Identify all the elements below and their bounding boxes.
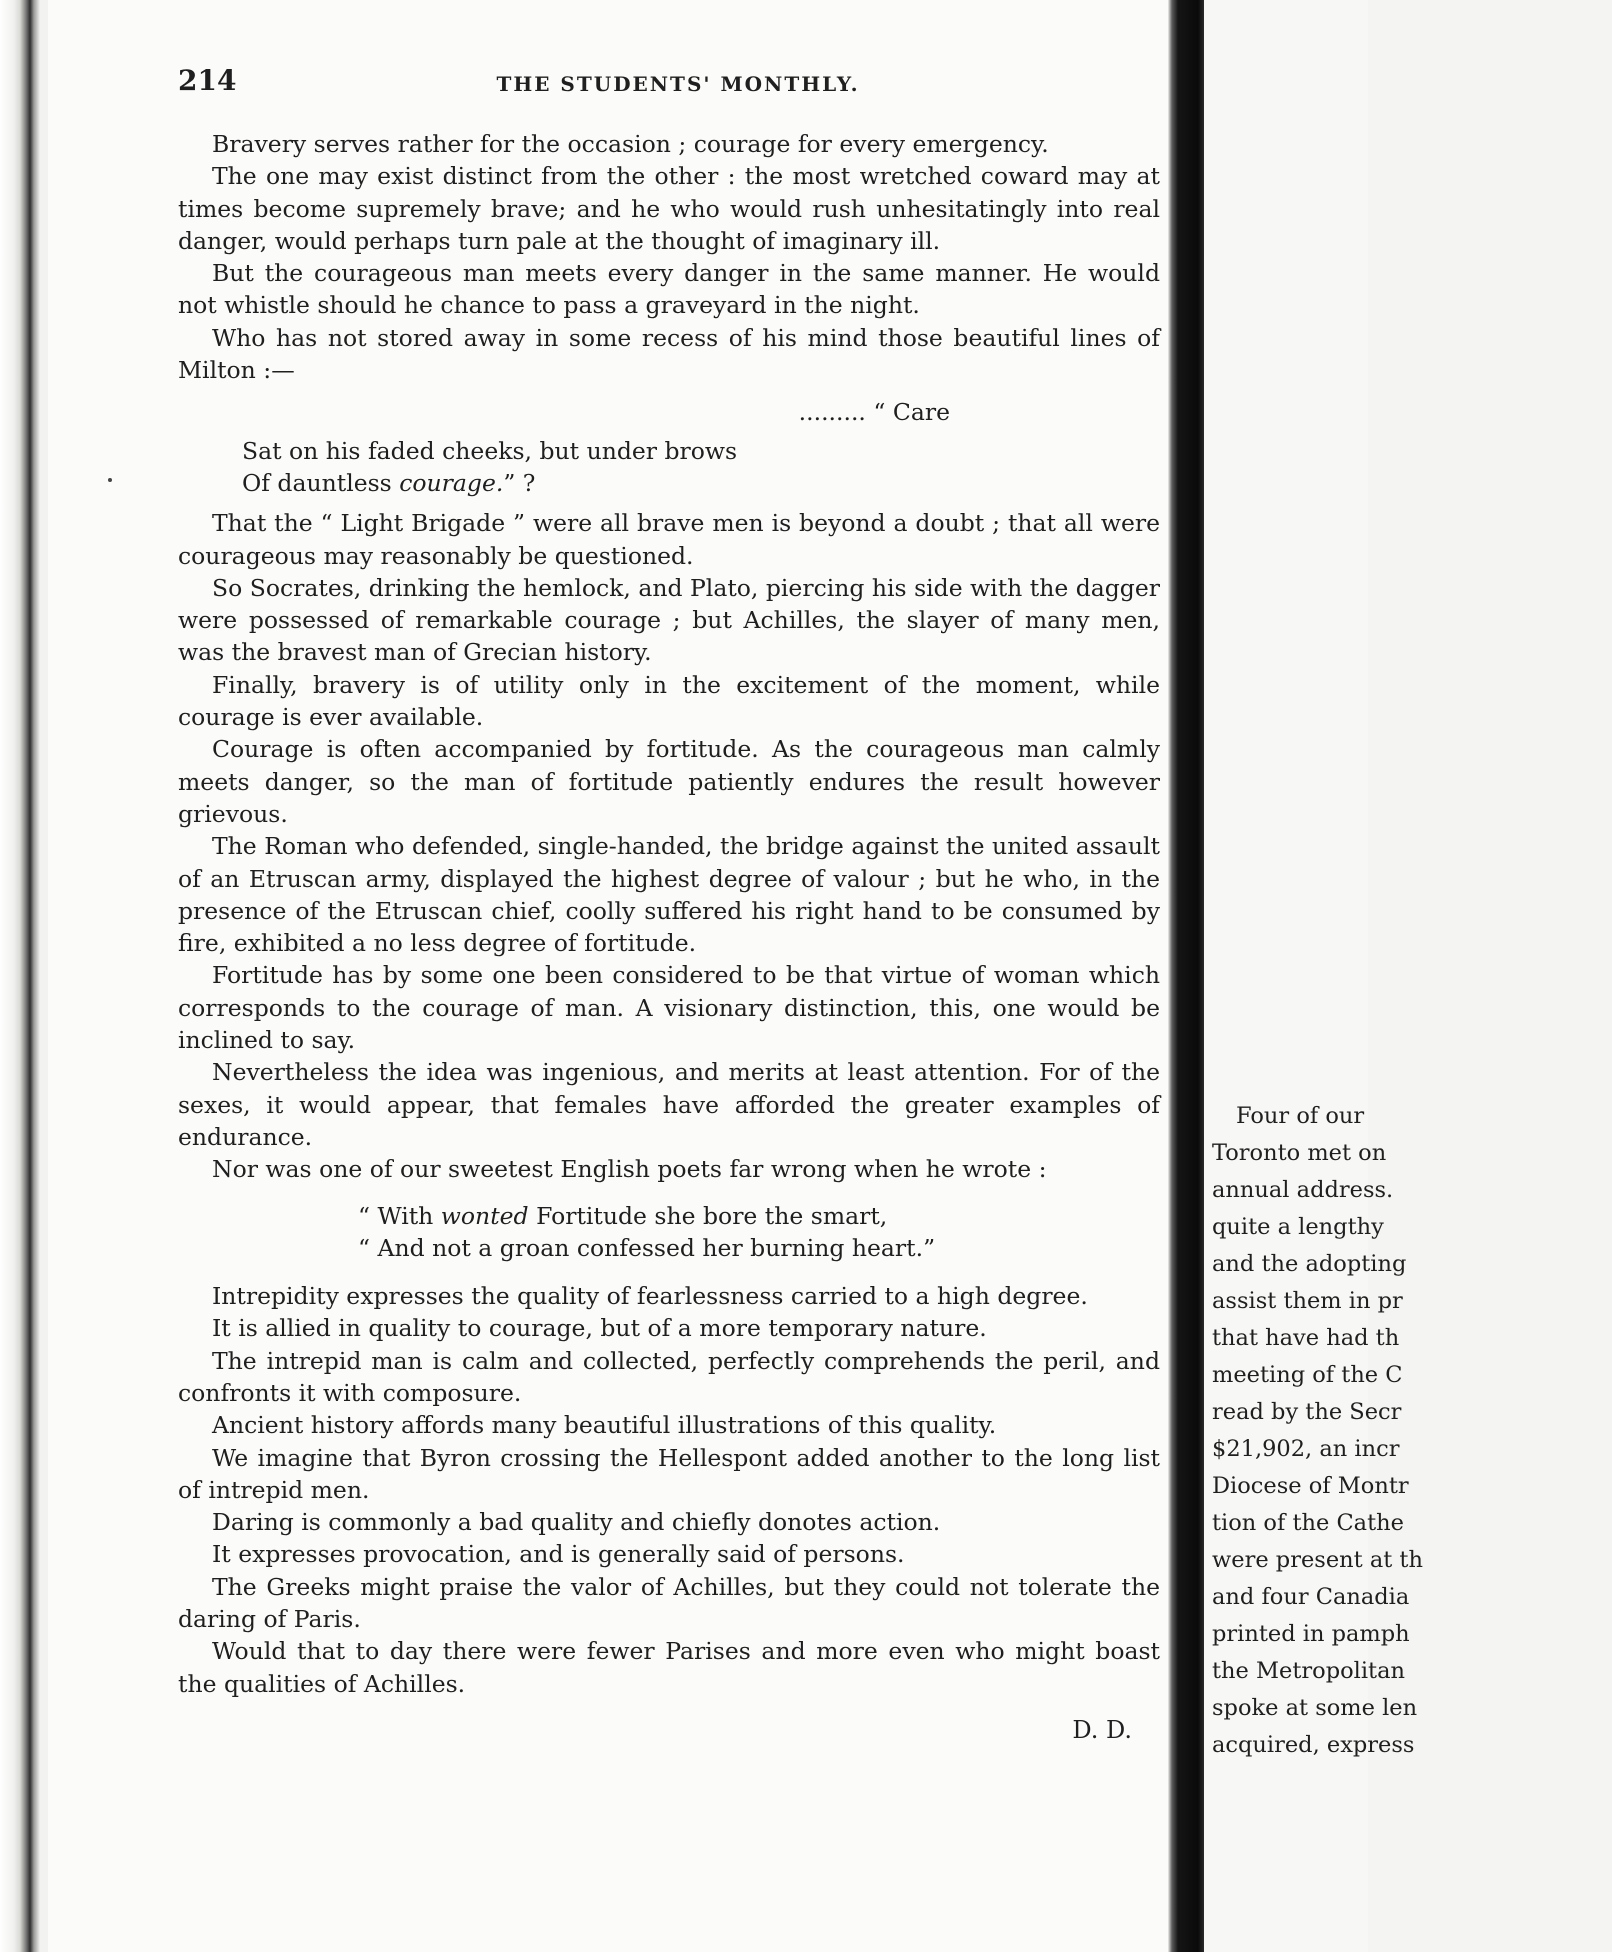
facing-line: spoke at some len (1212, 1695, 1418, 1721)
facing-line: $21,902, an incr (1212, 1436, 1400, 1462)
verse-italic-word: courage. (399, 468, 504, 497)
page-left-edge (0, 0, 48, 1952)
verse-text: “ With (358, 1201, 441, 1230)
running-title: THE STUDENTS' MONTHLY. (496, 72, 860, 96)
verse-line: ......... “ Care (798, 398, 950, 427)
facing-line: annual address. (1212, 1177, 1394, 1203)
paragraph: Courage is often accompanied by fortitude. As the courageous man calmly meets danger, so the man of fortitude patiently endures the result however grievous. (178, 735, 1160, 828)
verse-text: Fortitude she bore the smart, (528, 1201, 888, 1230)
paragraph: The one may exist distinct from the other : the most wretched coward may at times become supremely brave; and he who would rush unhesitatingly into real danger, would perhaps turn pale at the thought of imaginary ill. (178, 162, 1160, 255)
facing-line: Toronto met on (1212, 1140, 1387, 1166)
verse-italic-word: wonted (440, 1201, 529, 1230)
verse-text: Of dauntless (242, 468, 400, 497)
page-header (178, 64, 1150, 100)
facing-line: that have had th (1212, 1325, 1400, 1351)
author-signature: D. D. (1072, 1715, 1132, 1744)
quoted-verse (178, 1200, 1160, 1265)
facing-line: the Metropolitan (1212, 1658, 1405, 1684)
facing-line: and the adopting (1212, 1251, 1407, 1277)
facing-line: meeting of the C (1212, 1362, 1403, 1388)
verse-line: “ And not a groan confessed her burning heart.” (358, 1233, 936, 1262)
page-number: 214 (178, 64, 237, 97)
paragraph: The Roman who defended, single-handed, the bridge against the united assault of an Etruscan army, displayed the highest degree of valour ; but he who, in the presence of the Etruscan chief, coolly suffered his right hand to be consumed by fire, exhibited a no less degree of fortitude. (178, 832, 1160, 958)
facing-line: printed in pamph (1212, 1621, 1410, 1647)
facing-line: were present at th (1212, 1547, 1423, 1573)
paragraph: Daring is commonly a bad quality and chiefly donotes action. (212, 1508, 941, 1537)
paragraph: It is allied in quality to courage, but of a more temporary nature. (212, 1314, 987, 1343)
paragraph: So Socrates, drinking the hemlock, and Plato, piercing his side with the dagger were possessed of remarkable courage ; but Achilles, the slayer of many men, was the bravest man of Grecian history. (178, 573, 1160, 667)
paragraph: Would that to day there were fewer Parises and more even who might boast the qualities of Achilles. (178, 1637, 1160, 1698)
paragraph: Nor was one of our sweetest English poets far wrong when he wrote : (212, 1155, 1047, 1184)
paragraph: But the courageous man meets every danger in the same manner. He would not whistle should he chance to pass a graveyard in the night. (178, 259, 1160, 320)
paragraph: Ancient history affords many beautiful illustrations of this quality. (212, 1411, 997, 1440)
binding-gutter (1168, 0, 1204, 1952)
paragraph: Who has not stored away in some recess of his mind those beautiful lines of Milton :— (178, 323, 1160, 385)
verse-text: ” ? (503, 468, 536, 497)
paragraph: Finally, bravery is of utility only in the excitement of the moment, while courage is ever available. (178, 670, 1160, 732)
facing-line: and four Canadia (1212, 1584, 1410, 1610)
facing-line: Four of our (1236, 1103, 1365, 1129)
verse-line (358, 1200, 1160, 1232)
paragraph: That the “ Light Brigade ” were all brave men is beyond a doubt ; that all were courageous may reasonably be questioned. (178, 509, 1160, 570)
print-speck (108, 478, 112, 482)
verse-line (178, 467, 1160, 499)
paragraph: Fortitude has by some one been considered to be that virtue of woman which corresponds to the courage of man. A visionary distinction, this, one would be inclined to say. (178, 961, 1160, 1055)
paragraph: Bravery serves rather for the occasion ; courage for every emergency. (212, 130, 1049, 158)
paragraph: It expresses provocation, and is generally said of persons. (212, 1540, 905, 1569)
facing-line: acquired, express (1212, 1732, 1415, 1758)
verse-line: Sat on his faded cheeks, but under brows (242, 436, 738, 465)
article-body (178, 128, 1160, 1746)
paragraph: Nevertheless the idea was ingenious, and merits at least attention. For of the sexes, it would appear, that females have afforded the greater examples of endurance. (178, 1058, 1160, 1151)
facing-line: tion of the Cathe (1212, 1510, 1404, 1536)
facing-line: quite a lengthy (1212, 1214, 1384, 1240)
facing-page-text (1212, 1098, 1612, 1764)
paragraph: The Greeks might praise the valor of Achilles, but they could not tolerate the daring of Paris. (178, 1572, 1160, 1634)
paragraph: Intrepidity expresses the quality of fearlessness carried to a high degree. (212, 1282, 1088, 1311)
facing-page (1204, 0, 1423, 1952)
paragraph: We imagine that Byron crossing the Hellespont added another to the long list of intrepid men. (178, 1443, 1160, 1504)
facing-line: read by the Secr (1212, 1399, 1402, 1425)
paragraph: The intrepid man is calm and collected, perfectly comprehends the peril, and confronts it with composure. (178, 1346, 1160, 1407)
facing-line: Diocese of Montr (1212, 1473, 1409, 1499)
facing-line: assist them in pr (1212, 1288, 1403, 1314)
